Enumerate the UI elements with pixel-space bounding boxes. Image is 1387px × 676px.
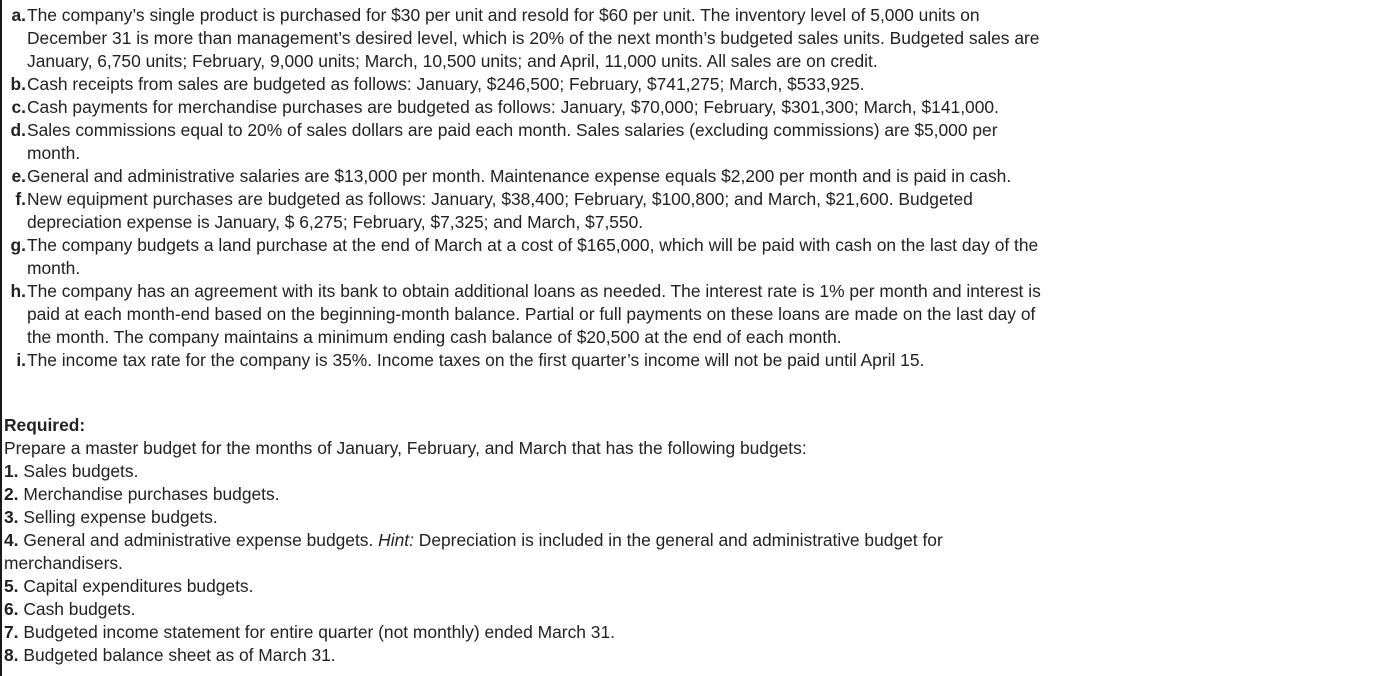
fact-text-cont: month. — [27, 143, 81, 163]
fact-letter: g. — [10, 235, 26, 255]
required-item-2 — [4, 483, 1204, 506]
fact-text-cont: depreciation expense is January, $ 6,275; February, $7,325; and March, $7,550. — [27, 212, 644, 232]
required-item-6 — [4, 598, 1204, 621]
required-item-text: Selling expense budgets. — [23, 507, 218, 527]
required-item-text: Cash budgets. — [23, 599, 136, 619]
required-item-number: 8. — [4, 645, 19, 665]
required-item-number: 6. — [4, 599, 19, 619]
fact-text: The company budgets a land purchase at the end of March at a cost of $165,000, which will be paid with cash on the last day of the — [27, 235, 1039, 255]
fact-letter: f. — [15, 189, 26, 209]
required-section — [4, 414, 1204, 667]
required-item-number: 2. — [4, 484, 19, 504]
fact-a — [0, 4, 1200, 73]
fact-letter: i. — [16, 350, 26, 370]
fact-text-cont: paid at each month-end based on the beginning-month balance. Partial or full payments on these loans are made on the last day of — [27, 304, 1036, 324]
fact-text: The income tax rate for the company is 35%. Income taxes on the first quarter’s income will not be paid until April 15. — [27, 350, 925, 370]
required-item-number: 1. — [4, 461, 19, 481]
fact-text: Cash receipts from sales are budgeted as follows: January, $246,500; February, $741,275; March, $533,925. — [27, 74, 865, 94]
required-item-number: 3. — [4, 507, 19, 527]
fact-letter: h. — [10, 281, 26, 301]
fact-text-cont: the month. The company maintains a minimum ending cash balance of $20,500 at the end of each month. — [27, 327, 842, 347]
required-item-text: Capital expenditures budgets. — [23, 576, 254, 596]
fact-text: Cash payments for merchandise purchases are budgeted as follows: January, $70,000; February, $301,300; March, $141,000. — [27, 97, 999, 117]
required-item-text: Budgeted income statement for entire quarter (not monthly) ended March 31. — [23, 622, 615, 642]
fact-letter: c. — [11, 97, 26, 117]
required-item-text: Merchandise purchases budgets. — [23, 484, 280, 504]
fact-g — [0, 234, 1200, 280]
fact-b — [0, 73, 1200, 96]
fact-letter: d. — [10, 120, 26, 140]
required-item-number: 5. — [4, 576, 19, 596]
fact-text-cont: month. — [27, 258, 81, 278]
hint-label: Hint: — [378, 530, 414, 550]
required-item-number: 4. — [4, 530, 19, 550]
fact-text: General and administrative salaries are $13,000 per month. Maintenance expense equals $2,200 per month and is paid in cash. — [27, 166, 1012, 186]
fact-text-cont: January, 6,750 units; February, 9,000 units; March, 10,500 units; and April, 11,000 units. All sales are on credit. — [27, 51, 878, 71]
fact-text: The company’s single product is purchased for $30 per unit and resold for $60 per unit. The inventory level of 5,000 units on — [27, 5, 980, 25]
required-item-3 — [4, 506, 1204, 529]
required-item-5 — [4, 575, 1204, 598]
facts-list — [0, 4, 1200, 372]
fact-letter: a. — [11, 5, 26, 25]
fact-text-cont: December 31 is more than management’s desired level, which is 20% of the next month’s budgeted sales units. Budgeted sales are — [27, 28, 1040, 48]
required-item-text: Sales budgets. — [23, 461, 139, 481]
required-intro: Prepare a master budget for the months of January, February, and March that has the following budgets: — [4, 438, 807, 458]
fact-text: Sales commissions equal to 20% of sales dollars are paid each month. Sales salaries (excluding commissions) are $5,000 per — [27, 120, 998, 140]
fact-text: The company has an agreement with its bank to obtain additional loans as needed. The interest rate is 1% per month and interest is — [27, 281, 1041, 301]
required-item-1 — [4, 460, 1204, 483]
required-item-text: General and administrative expense budgets. — [23, 530, 374, 550]
fact-letter: e. — [11, 166, 26, 186]
fact-i — [0, 349, 1200, 372]
required-item-7 — [4, 621, 1204, 644]
required-item-8 — [4, 644, 1204, 667]
required-title: Required: — [4, 415, 86, 435]
fact-f — [0, 188, 1200, 234]
required-item-text-cont: merchandisers. — [4, 553, 123, 573]
fact-d — [0, 119, 1200, 165]
fact-c — [0, 96, 1200, 119]
fact-e — [0, 165, 1200, 188]
required-item-number: 7. — [4, 622, 19, 642]
fact-text: New equipment purchases are budgeted as follows: January, $38,400; February, $100,800; and March, $21,600. Budgeted — [27, 189, 973, 209]
hint-text: Depreciation is included in the general and administrative budget for — [418, 530, 943, 550]
fact-letter: b. — [10, 74, 26, 94]
fact-h — [0, 280, 1200, 349]
required-item-text: Budgeted balance sheet as of March 31. — [23, 645, 336, 665]
required-item-4 — [4, 529, 1204, 575]
